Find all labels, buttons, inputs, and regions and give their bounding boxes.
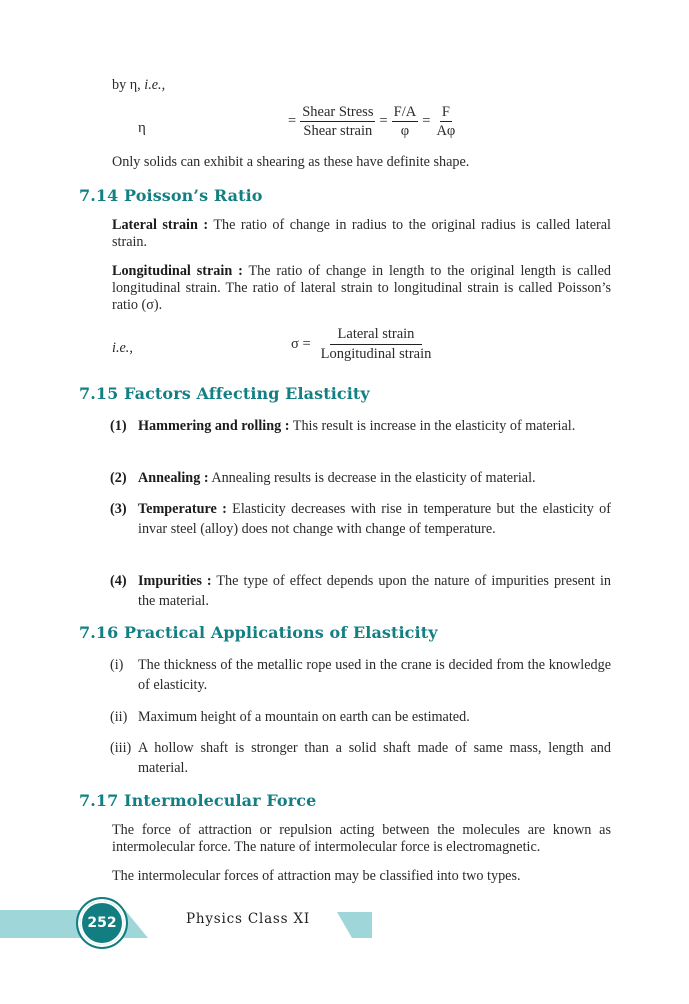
item-text: The thickness of the metallic rope used in the crane is decided from the knowledge of elasticity. <box>138 657 611 693</box>
longitudinal-strain-def <box>112 263 611 314</box>
eta-symbol: η <box>138 120 146 136</box>
poisson-ratio-formula <box>291 326 433 362</box>
item-number: (i) <box>110 657 124 673</box>
list-item <box>110 738 611 778</box>
footer-band-right <box>337 912 372 938</box>
ie-label: i.e., <box>112 340 133 356</box>
item-term: Temperature : <box>138 501 227 517</box>
equals-sign: = <box>288 113 297 129</box>
item-number: (ii) <box>110 709 128 725</box>
numerator: Shear Stress <box>302 104 374 120</box>
lateral-strain-text: The ratio of change in radius to the original radius is called lateral strain. <box>112 217 611 250</box>
item-text: This result is increase in the elasticity of material. <box>289 418 576 434</box>
term-lateral-strain: Lateral strain : <box>112 217 209 233</box>
denominator: Shear strain <box>303 123 373 139</box>
heading-7-15: 7.15 Factors Affecting Elasticity <box>79 384 370 403</box>
list-item <box>110 416 611 436</box>
intro-line <box>112 77 165 94</box>
item-term: Impurities : <box>138 573 212 589</box>
page-number-badge <box>76 897 128 949</box>
numerator: Lateral strain <box>330 326 423 345</box>
item-text: Maximum height of a mountain on earth can be estimated. <box>138 709 470 725</box>
item-text: Elasticity decreases with rise in temperature but the elasticity of invar steel (alloy) does not change with change of temperature. <box>138 501 611 537</box>
page-number: 252 <box>87 915 117 931</box>
item-number: (1) <box>110 418 127 434</box>
shear-modulus-formula <box>288 104 457 139</box>
list-item <box>110 468 611 488</box>
shear-note: Only solids can exhibit a shearing as these have definite shape. <box>112 154 470 170</box>
heading-7-16: 7.16 Practical Applications of Elasticity <box>79 623 438 642</box>
heading-7-17: 7.17 Intermolecular Force <box>79 791 317 810</box>
list-item <box>110 707 611 727</box>
book-title: Physics Class XI <box>186 911 311 927</box>
item-number: (4) <box>110 573 127 589</box>
equals-sign: = <box>422 113 431 129</box>
intro-ie: i.e., <box>144 77 166 93</box>
item-number: (iii) <box>110 740 132 756</box>
sigma-equals: σ = <box>291 335 311 352</box>
longitudinal-strain-text: The ratio of change in length to the original length is called longitudinal strain. The ratio of lateral strain to longitudinal strain is called Poisson’s ratio (σ). <box>112 263 611 313</box>
equals-sign: = <box>379 113 388 129</box>
term-longitudinal-strain: Longitudinal strain : <box>112 263 243 279</box>
heading-7-14: 7.14 Poisson’s Ratio <box>79 186 263 205</box>
intermolecular-para-2: The intermolecular forces of attraction may be classified into two types. <box>112 868 521 884</box>
list-item <box>110 571 611 611</box>
numerator: F/A <box>393 104 417 120</box>
intermolecular-para-1: The force of attraction or repulsion acting between the molecules are known as intermolecular force. The nature of intermolecular force is electromagnetic. <box>112 822 611 855</box>
item-number: (2) <box>110 470 127 486</box>
fraction-lateral-longitudinal <box>319 326 434 362</box>
intro-text: by η, <box>112 77 145 93</box>
item-term: Hammering and rolling : <box>138 418 290 434</box>
denominator: Longitudinal strain <box>320 346 432 362</box>
denominator: φ <box>400 123 410 139</box>
numerator: F <box>441 104 450 120</box>
item-number: (3) <box>110 501 127 517</box>
list-item <box>110 655 611 695</box>
denominator: Aφ <box>436 123 456 139</box>
list-item <box>110 499 611 539</box>
item-term: Annealing : <box>138 470 209 486</box>
fraction-fa-phi <box>392 104 419 139</box>
item-text: The type of effect depends upon the nature of impurities present in the material. <box>138 573 611 609</box>
lateral-strain-def <box>112 217 611 251</box>
item-text: Annealing results is decrease in the elasticity of material. <box>208 470 536 486</box>
item-text: A hollow shaft is stronger than a solid shaft made of same mass, length and material. <box>138 740 611 776</box>
fraction-f-aphi <box>434 104 457 139</box>
fraction-stress-strain <box>300 104 375 139</box>
